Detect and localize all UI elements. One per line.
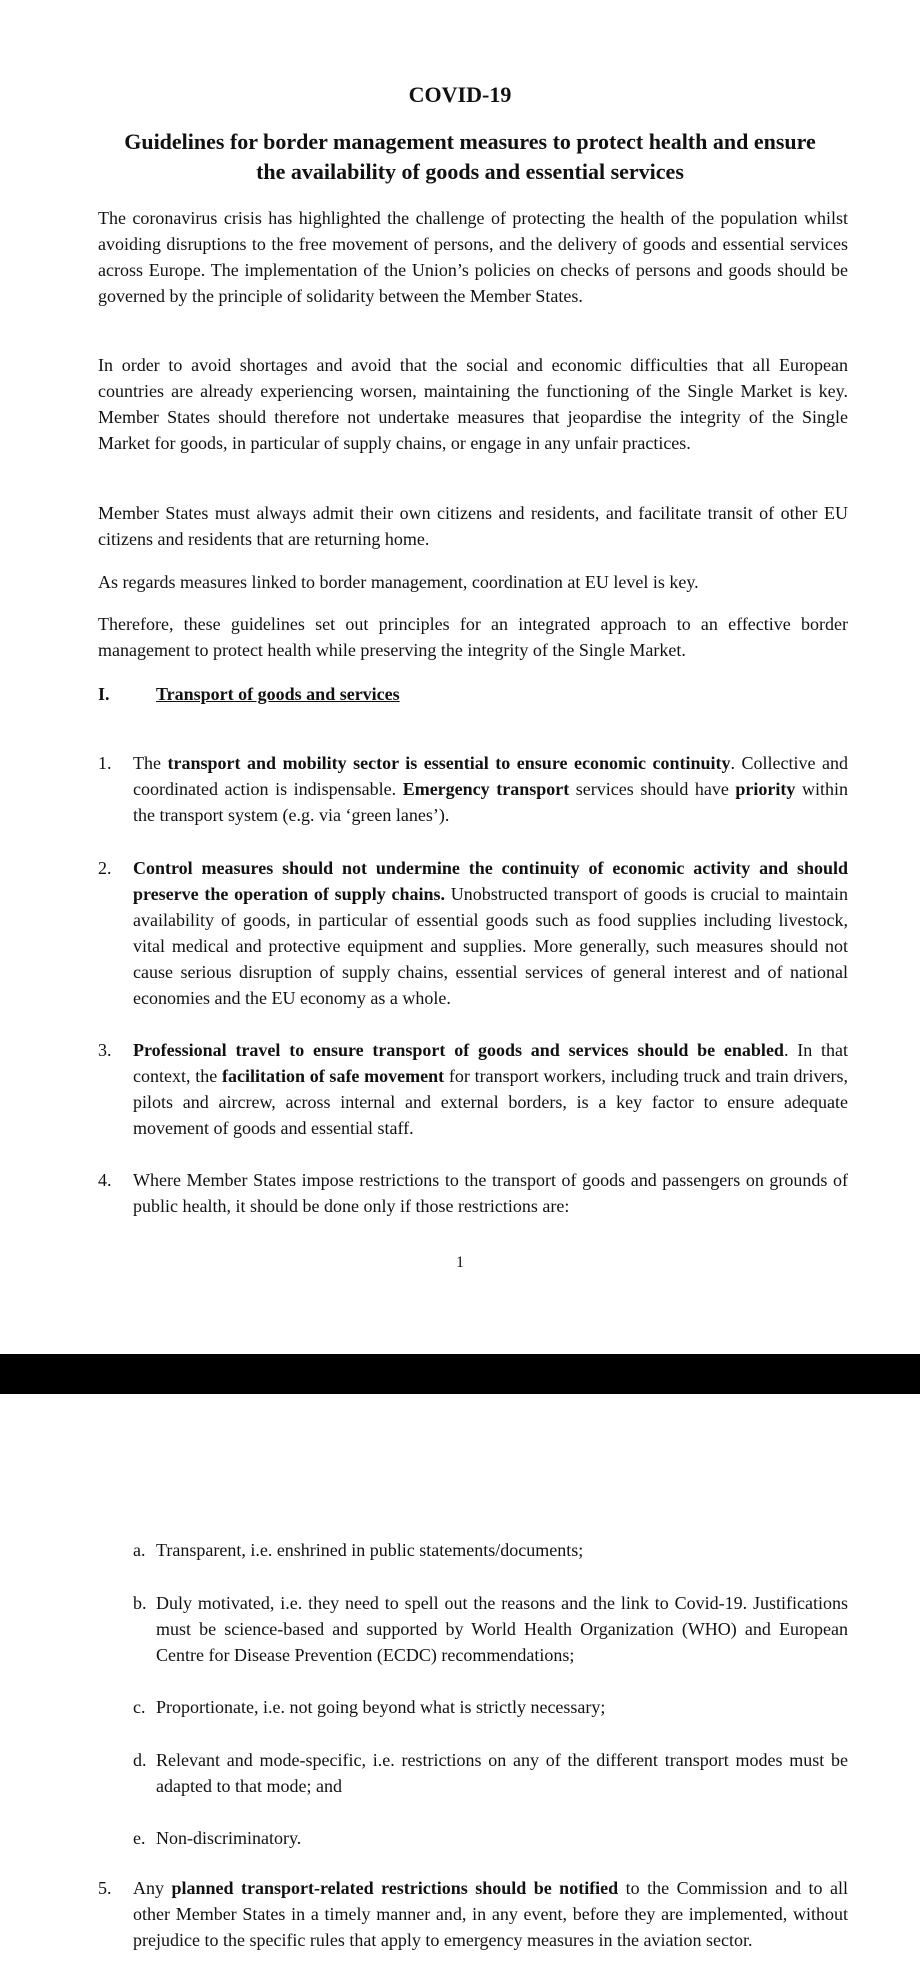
item-number: 1. xyxy=(98,753,112,773)
item-text: Professional travel to ensure transport of goods and services should be enabled. In that context, the facilitation of safe movement for transport workers, including truck and train drivers, pilots and aircrew, across internal and external borders, is a key factor to ensure adequate movement of goods and essential staff. xyxy=(133,1040,848,1138)
intro-paragraph-4: As regards measures linked to border management, coordination at EU level is key. xyxy=(98,572,699,592)
sub-item-text: Non-discriminatory. xyxy=(156,1828,302,1848)
item-text: Control measures should not undermine the continuity of economic activity and should preserve the operation of supply chains. Unobstructed transport of goods is crucial to maintain availability of goods, in particular of essential goods such as food supplies including livestock, vital medical and protective equipment and supplies. More generally, such measures should not cause serious disruption of supply chains, essential services of general interest and of national economies and the EU economy as a whole. xyxy=(133,858,848,1008)
sub-item-letter: c. xyxy=(133,1697,146,1717)
sub-item-text: Transparent, i.e. enshrined in public statements/documents; xyxy=(156,1540,584,1560)
item-number: 4. xyxy=(98,1170,112,1190)
item-text: Where Member States impose restrictions to the transport of goods and passengers on grounds of public health, it should be done only if those restrictions are: xyxy=(133,1170,848,1216)
item-number: 2. xyxy=(98,858,112,878)
subtitle-line-1: Guidelines for border management measures to protect health and ensure xyxy=(124,129,816,154)
page-number: 1 xyxy=(456,1254,464,1271)
item-number: 5. xyxy=(98,1878,112,1898)
sub-item-text: Relevant and mode-specific, i.e. restrictions on any of the different transport modes must be adapted to that mode; and xyxy=(156,1750,848,1796)
item-number: 3. xyxy=(98,1040,112,1060)
sub-item-letter: b. xyxy=(133,1593,147,1613)
sub-item-text: Proportionate, i.e. not going beyond what is strictly necessary; xyxy=(156,1697,606,1717)
sub-item-letter: d. xyxy=(133,1750,147,1770)
section-number: I. xyxy=(98,684,110,704)
page-separator-bar xyxy=(0,1354,920,1394)
intro-paragraph-5: Therefore, these guidelines set out principles for an integrated approach to an effective border management to protect health while preserving the integrity of the Single Market. xyxy=(98,614,848,660)
subtitle-line-2: the availability of goods and essential services xyxy=(256,159,684,184)
sub-item-text: Duly motivated, i.e. they need to spell out the reasons and the link to Covid-19. Justifications must be science-based and supported by World Health Organization (WHO) and European Centre for Disease Prevention (ECDC) recommendations; xyxy=(156,1593,848,1665)
document-subtitle xyxy=(100,127,840,187)
item-text: The transport and mobility sector is essential to ensure economic continuity. Collective and coordinated action is indispensable. Emergency transport services should have priority within the transport system (e.g. via ‘green lanes’). xyxy=(133,753,849,825)
intro-paragraph-2: In order to avoid shortages and avoid that the social and economic difficulties that all European countries are already experiencing worsen, maintaining the functioning of the Single Market is key. Member States should therefore not undertake measures that jeopardise the integrity of the Single Market for goods, in particular of supply chains, or engage in any unfair practices. xyxy=(98,355,848,453)
document-title: COVID-19 xyxy=(408,82,512,107)
sub-item-letter: a. xyxy=(133,1540,146,1560)
document-page-2 xyxy=(0,1394,920,1988)
intro-paragraph-3: Member States must always admit their own citizens and residents, and facilitate transit of other EU citizens and residents that are returning home. xyxy=(98,503,848,549)
intro-paragraph-1: The coronavirus crisis has highlighted the challenge of protecting the health of the population whilst avoiding disruptions to the free movement of persons, and the delivery of goods and essential services across Europe. The implementation of the Union’s policies on checks of persons and goods should be governed by the principle of solidarity between the Member States. xyxy=(98,208,848,306)
sub-item-letter: e. xyxy=(133,1828,146,1848)
section-title: Transport of goods and services xyxy=(156,684,400,704)
item-text: Any planned transport-related restrictions should be notified to the Commission and to all other Member States in a timely manner and, in any event, before they are implemented, without prejudice to the specific rules that apply to emergency measures in the aviation sector. xyxy=(133,1878,849,1950)
